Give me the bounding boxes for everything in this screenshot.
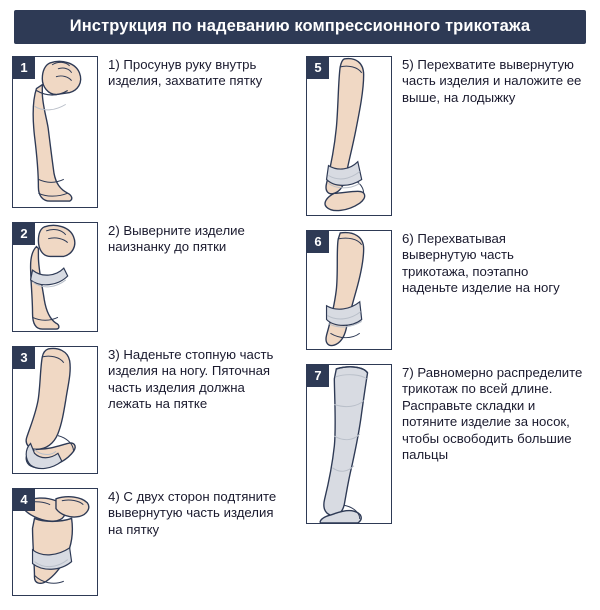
step-number-badge: 4 — [13, 489, 35, 511]
step-text: 4) С двух сторон подтяните вывернутую часть изделия на пятку — [108, 489, 277, 537]
left-column — [12, 56, 290, 610]
step-text: 6) Перехватывая вывернутую часть трикотажа, поэтапно наденьте изделие на ногу — [402, 231, 560, 296]
figure-step-4 — [12, 488, 98, 596]
step-item — [12, 56, 290, 208]
figure-step-1 — [12, 56, 98, 208]
leg-hand-inside-stocking-illustration — [13, 57, 97, 207]
figure-step-5 — [306, 56, 392, 216]
step-number-badge: 3 — [13, 347, 35, 369]
step-item — [306, 364, 584, 524]
steps-columns — [12, 56, 588, 610]
step-text: 5) Перехватите вывернутую часть изделия и наложите ее выше, на лодыжку — [402, 57, 582, 105]
leg-stocking-pulled-to-ankle-illustration — [307, 57, 391, 215]
figure-step-2 — [12, 222, 98, 332]
step-number-badge: 6 — [307, 231, 329, 253]
figure-step-7 — [306, 364, 392, 524]
step-number-badge: 5 — [307, 57, 329, 79]
step-item — [306, 56, 584, 216]
step-item — [306, 230, 584, 350]
step-text: 2) Выверните изделие наизнанку до пятки — [108, 223, 245, 255]
step-item — [12, 346, 290, 474]
leg-fully-dressed-stocking-illustration — [307, 365, 391, 523]
step-number-badge: 2 — [13, 223, 35, 245]
step-item — [12, 488, 290, 596]
step-text: 7) Равномерно распределите трикотаж по всей длине. Расправьте складки и потяните изделие за носок, чтобы освободить большие пальцы — [402, 365, 583, 463]
step-number-badge: 7 — [307, 365, 329, 387]
figure-step-3 — [12, 346, 98, 474]
step-number-badge: 1 — [13, 57, 35, 79]
step-text: 3) Наденьте стопную часть изделия на ногу. Пяточная часть изделия должна лежать на пятке — [108, 347, 274, 412]
page-title: Инструкция по надеванию компрессионного трикотажа — [14, 10, 586, 44]
step-item — [12, 222, 290, 332]
right-column — [306, 56, 584, 538]
figure-step-6 — [306, 230, 392, 350]
step-text: 1) Просунув руку внутрь изделия, захватите пятку — [108, 57, 263, 89]
